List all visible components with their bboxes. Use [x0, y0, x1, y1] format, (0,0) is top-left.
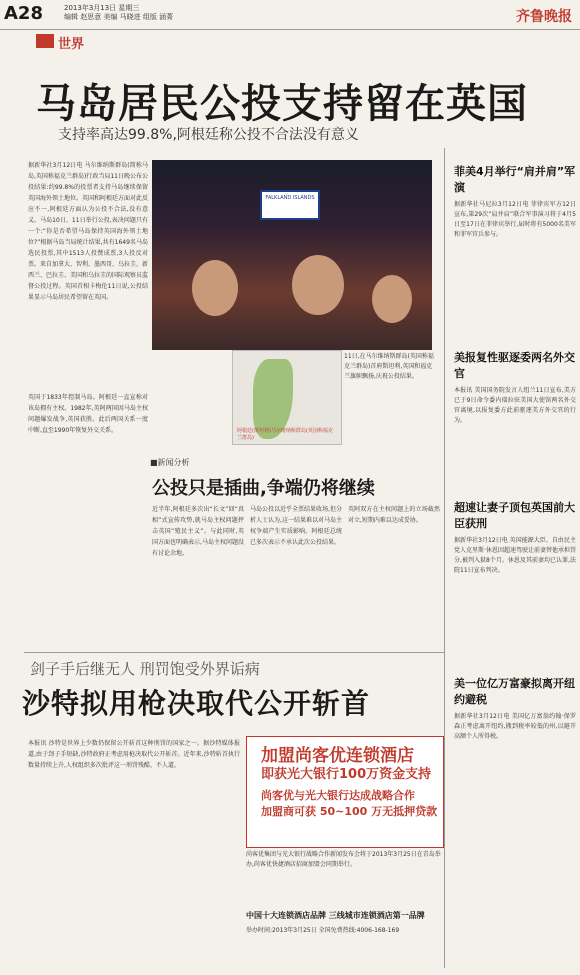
sidebar-headline-1: 菲美4月举行“肩并肩”军演: [454, 165, 576, 194]
hotel-advertisement: [246, 736, 444, 848]
column-rule: [444, 148, 445, 968]
promo-text: 尚客优集团与光大银行战略合作新闻发布会将于2013年3月25日在青岛举办,尚客优快捷酒店招商加盟会同期举行。: [246, 851, 441, 868]
analysis-col2: 马岛公投以近乎全票结果收场,但分析人士认为,这一结果难以对马岛主权争端产生实质影响。阿根廷总统已多次表示不承认此次公投结果。: [250, 506, 342, 546]
sidebar-text-4: 据新华社3月12日电 美国亿万富翁约翰·保罗森正考虑离开纽约,搬到税率较低的州,以避开高额个人所得税。: [454, 713, 576, 740]
person-face: [292, 255, 344, 315]
photo-caption: 11日,在马尔维纳斯群岛(英国称福克兰群岛)首府斯坦利,英国和福克兰旗帜飘扬,庆祝公投结果。: [344, 353, 434, 380]
crowd-photo: [152, 160, 432, 350]
staff-text: 编辑 赵思意 美编 马晓进 组版 涵菁: [64, 13, 174, 21]
page-number: A28: [4, 3, 43, 24]
main-subhead: 支持率高达99.8%,阿根廷称公投不合法没有意义: [58, 127, 359, 143]
sidebar-headline-3: 超速让妻子顶包英国前大臣获刑: [454, 501, 575, 530]
ad-line4: 加盟商可获 50~100 万无抵押贷款: [261, 805, 438, 818]
page-header: [0, 0, 580, 30]
analysis-col3: 英阿双方在主权问题上的立场截然对立,短期内难以达成妥协。: [348, 506, 440, 524]
person-face: [372, 275, 412, 323]
ad-line3: 尚客优与光大银行达成战略合作: [261, 789, 415, 802]
date-text: 2013年3月13日 星期三: [64, 4, 140, 12]
ad-title: 加盟尚客优连锁酒店: [261, 746, 414, 766]
section-marker: [36, 34, 54, 48]
promo-footer-title: 中国十大连锁酒店品牌 三线城市连锁酒店第一品牌: [246, 911, 425, 920]
section-divider: [24, 652, 444, 653]
main-article-col1: 据新华社3月12日电 马尔维纳斯群岛(简称马岛,英国称福克兰群岛)行政当局11日晚公布公投结果:约99.8%的投票者支持马岛继续保留英国海外领土地位。英国和阿根廷方面对此反应不一,阿根廷方面认为公投不合法,没有意义。马岛10日、11日举行公投,表决问题只有一个:“你是否希望马岛保持英国海外领土地位?”根据马岛当局统计结果,共有1649名马岛选民投票,其中1513人投赞成票,3人投反对票。来自加拿大、智利、墨西哥、乌拉圭、新西兰、巴拉圭、美国和乌拉圭的国际观察员监督公投过程。英国首相卡梅伦11日说,公投结果显示马岛居民希望留在英国。: [28, 162, 148, 301]
falklands-flag: FALKLAND ISLANDS: [260, 190, 320, 220]
newspaper-logo: 齐鲁晚报: [516, 9, 572, 25]
analysis-col1: 近半年,阿根廷多次出“长文”回“真相”式宣传攻势,就马岛主权问题抨击英国“殖民主义”。与此同时,英国方面也明确表示,马岛主权问题没有讨论余地。: [152, 506, 244, 557]
story3-body: 本报讯 沙特是世界上少数仍保留公开斩首这种刑罚的国家之一。据沙特媒体报道,由于刽子手短缺,沙特政府正考虑用枪决取代公开斩首。近年来,沙特斩首执行数量持续上升,人权组织多次批评这一刑罚残酷、不人道。: [28, 740, 240, 769]
location-map: [232, 350, 342, 445]
sidebar-text-1: 据新华社马尼拉3月12日电 菲律宾军方12日宣布,第29次“肩并肩”联合军事演习将于4月5日至17日在菲律宾举行,届时将有5000名美军和菲军官兵参与。: [454, 201, 576, 238]
main-article-col1b: 英国于1833年控制马岛。阿根廷一直宣称对该岛拥有主权。1982年,英阿两国因马岛主权问题爆发战争,英国获胜。此后两国关系一度中断,直至1990年恢复外交关系。: [28, 394, 148, 434]
sidebar-headline-4: 美一位亿万富豪拟离开纽约避税: [454, 677, 575, 706]
analysis-headline: 公投只是插曲,争端仍将继续: [152, 478, 375, 499]
story3-headline: 沙特拟用枪决取代公开斩首: [22, 687, 371, 720]
sidebar-headline-2: 美报复性驱逐委两名外交官: [454, 351, 575, 380]
section-title: 世界: [58, 37, 85, 52]
sidebar-text-2: 本报讯 美国国务院发言人纽兰11日宣布,美方已于9日命令委内瑞拉驻美国大使馆两名外交官离境,以报复委方此前驱逐美方外交官的行为。: [454, 387, 576, 424]
analysis-tag: ■新闻分析: [150, 458, 190, 467]
person-face: [192, 260, 238, 316]
map-label: 阿根廷(斯坦利)马尔维纳斯群岛(英国称福克兰群岛): [237, 428, 333, 441]
story3-kicker: 剑子手后继无人 刑罚饱受外界诟病: [30, 660, 260, 678]
ad-subtitle: 即获光大银行100万资金支持: [261, 767, 432, 782]
main-headline: 马岛居民公投支持留在英国: [36, 81, 528, 127]
promo-contact: 举办时间:2013年3月25日 全国免费热线:4006-168-169: [246, 927, 400, 934]
date-line: [64, 4, 173, 22]
sidebar-text-3: 据新华社3月12日电 英国能源大臣、自由民主党人克里斯·休恩因超速驾驶让前妻替他承担罚分,被判入狱8个月。休恩及其前妻均已认罪,法院11日宣布判决。: [454, 537, 576, 574]
